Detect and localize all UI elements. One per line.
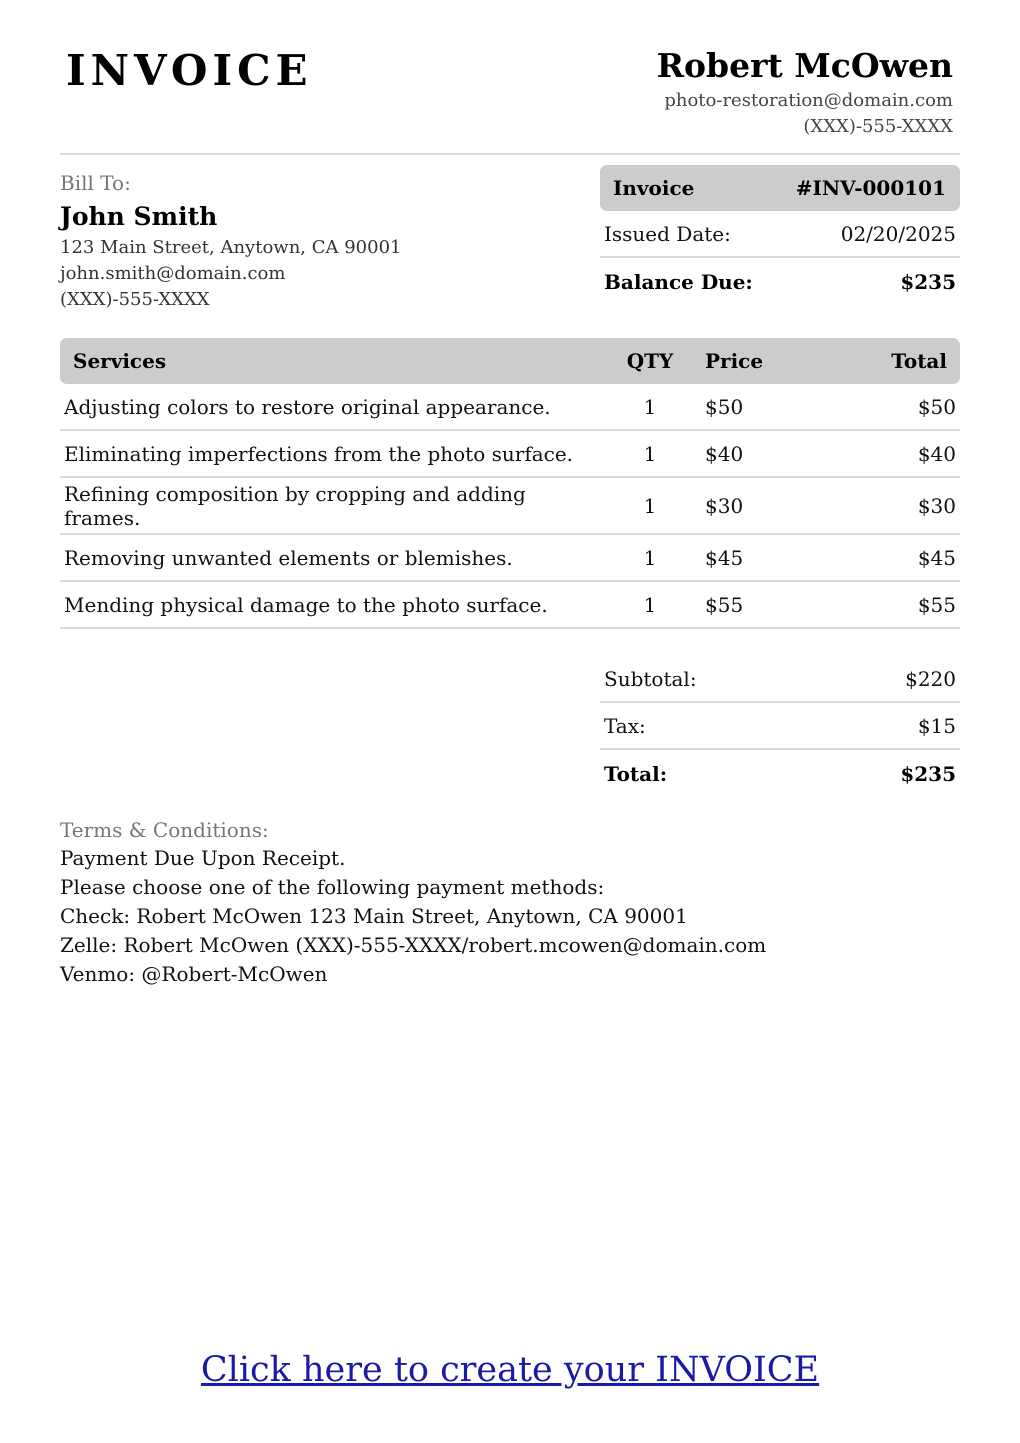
client-address: 123 Main Street, Anytown, CA 90001 [60, 237, 402, 258]
balance-due-value: $235 [900, 269, 956, 294]
services-table-header [60, 338, 960, 384]
grand-total-label: Total: [604, 761, 668, 786]
issued-date-value: 02/20/2025 [840, 221, 956, 246]
sender-phone: (XXX)-555-XXXX [803, 116, 953, 137]
col-qty-header: QTY [626, 349, 674, 373]
terms-line: Check: Robert McOwen 123 Main Street, Anytown, CA 90001 [60, 904, 688, 928]
terms-line: Venmo: @Robert-McOwen [60, 962, 328, 986]
grand-total-row [600, 750, 960, 797]
subtotal-value: $220 [905, 666, 956, 691]
bill-to-block [60, 169, 402, 313]
subtotal-label: Subtotal: [604, 666, 697, 691]
col-services-header: Services [73, 349, 167, 373]
client-name: John Smith [60, 202, 218, 231]
terms-line: Please choose one of the following payment methods: [60, 875, 605, 899]
col-total-header: Total [891, 349, 947, 373]
create-invoice-link[interactable]: Click here to create your INVOICE [200, 1350, 820, 1390]
grand-total-value: $235 [900, 761, 956, 786]
service-price: $45 [705, 545, 744, 570]
balance-due-row [600, 258, 960, 305]
services-table [60, 338, 960, 629]
table-row [60, 478, 960, 535]
service-total: $45 [917, 545, 956, 570]
service-price: $55 [705, 592, 744, 617]
terms-line: Payment Due Upon Receipt. [60, 846, 346, 870]
service-price: $40 [705, 441, 744, 466]
invoice-label: Invoice [613, 176, 695, 200]
tax-row [600, 703, 960, 750]
col-price-header: Price [705, 349, 764, 373]
service-description: Adjusting colors to restore original appearance. [64, 394, 551, 419]
issued-date-row [600, 211, 960, 258]
bill-to-label: Bill To: [60, 171, 131, 195]
service-description: Mending physical damage to the photo surface. [64, 592, 548, 617]
tax-label: Tax: [604, 713, 646, 738]
service-price: $30 [705, 493, 744, 518]
service-qty: 1 [643, 441, 657, 466]
tax-value: $15 [917, 713, 956, 738]
cta-container [0, 1350, 1020, 1390]
terms-block [60, 816, 766, 989]
client-email: john.smith@domain.com [60, 263, 286, 284]
service-qty: 1 [643, 493, 657, 518]
terms-line: Zelle: Robert McOwen (XXX)-555-XXXX/robert.mcowen@domain.com [60, 933, 767, 957]
terms-label: Terms & Conditions: [60, 818, 269, 842]
service-total: $55 [917, 592, 956, 617]
issued-date-label: Issued Date: [604, 221, 731, 246]
invoice-number-header [600, 165, 960, 211]
service-qty: 1 [643, 592, 657, 617]
table-row [60, 431, 960, 478]
client-phone: (XXX)-555-XXXX [60, 289, 210, 310]
invoice-number: #INV-000101 [795, 176, 946, 200]
subtotal-row [600, 656, 960, 703]
service-qty: 1 [643, 545, 657, 570]
sender-name: Robert McOwen [656, 46, 953, 85]
table-row [60, 535, 960, 582]
header-divider [60, 153, 960, 155]
service-description: Eliminating imperfections from the photo surface. [64, 441, 574, 466]
service-description: Refining composition by cropping and adding frames. [64, 481, 526, 530]
table-row [60, 582, 960, 629]
service-total: $30 [917, 493, 956, 518]
balance-due-label: Balance Due: [604, 269, 753, 294]
sender-info [657, 44, 953, 140]
table-row [60, 384, 960, 431]
invoice-title: INVOICE [66, 46, 313, 95]
totals-block [600, 656, 960, 797]
invoice-meta [600, 165, 960, 305]
service-total: $40 [917, 441, 956, 466]
service-price: $50 [705, 394, 744, 419]
service-qty: 1 [643, 394, 657, 419]
sender-email: photo-restoration@domain.com [664, 90, 953, 111]
service-total: $50 [917, 394, 956, 419]
service-description: Removing unwanted elements or blemishes. [64, 545, 513, 570]
